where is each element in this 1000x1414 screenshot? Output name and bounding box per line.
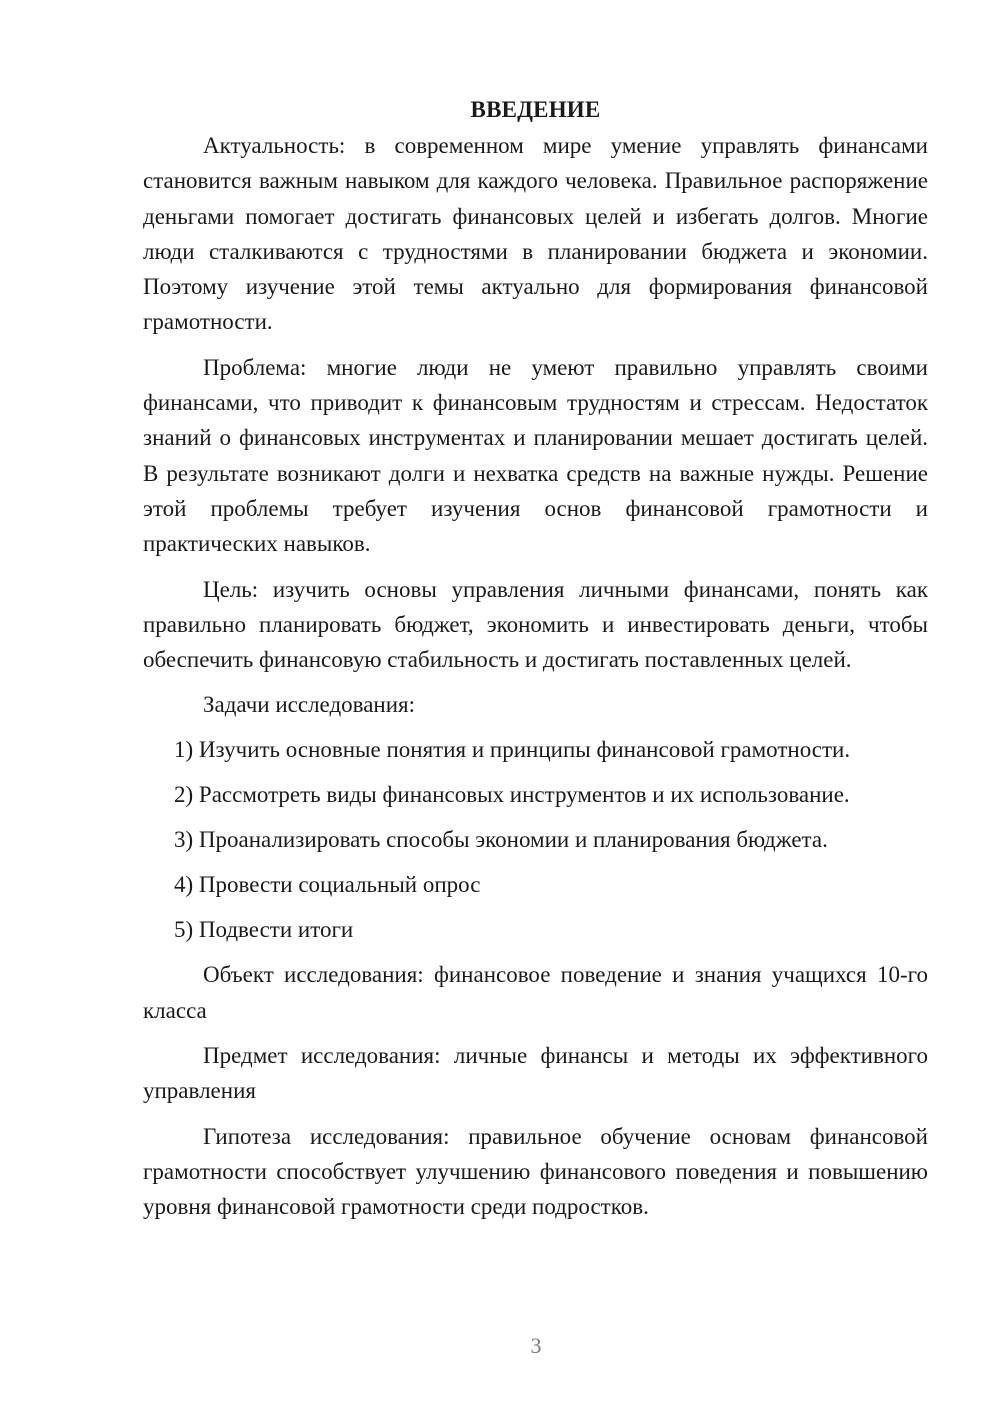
task-item-4: 4) Провести социальный опрос — [174, 872, 481, 898]
relevance-paragraph: Актуальность: в современном мире умение управлять финансами становится важным навыком для каждого человека. Правильное распоряжение деньгами помогает достигать финансовых целей и избегать долгов. Многие люди сталкиваются с трудностями в планировании бюджета и экономии. Поэтому изучение этой темы актуально для формирования финансовой грамотности. — [143, 133, 928, 335]
page-content — [143, 92, 928, 1235]
tasks-heading: Задачи исследования: — [203, 692, 416, 718]
task-item-2: 2) Рассмотреть виды финансовых инструментов и их использование. — [174, 782, 850, 808]
object-paragraph: Объект исследования: финансовое поведение и знания учащихся 10-го класса — [143, 962, 928, 1023]
task-item-1: 1) Изучить основные понятия и принципы финансовой грамотности. — [174, 737, 851, 763]
problem-paragraph: Проблема: многие люди не умеют правильно управлять своими финансами, что приводит к финансовым трудностям и стрессам. Недостаток знаний о финансовых инструментах и планировании мешает достигать целей. В результате возникают долги и нехватка средств на важные нужды. Решение этой проблемы требует изучения основ финансовой грамотности и практических навыков. — [143, 354, 928, 557]
subject-paragraph: Предмет исследования: личные финансы и методы их эффективного управления — [143, 1043, 928, 1104]
task-item-3: 3) Проанализировать способы экономии и планирования бюджета. — [174, 827, 828, 853]
task-item-5: 5) Подвести итоги — [174, 917, 354, 943]
goal-paragraph: Цель: изучить основы управления личными финансами, понять как правильно планировать бюджет, экономить и инвестировать деньги, чтобы обеспечить финансовую стабильность и достигать поставленных целей. — [143, 576, 928, 673]
page-title: ВВЕДЕНИЕ — [470, 97, 601, 122]
page-number: 3 — [530, 1333, 542, 1358]
hypothesis-paragraph: Гипотеза исследования: правильное обучение основам финансовой грамотности способствует улучшению финансового поведения и повышению уровня финансовой грамотности среди подростков. — [143, 1123, 928, 1220]
